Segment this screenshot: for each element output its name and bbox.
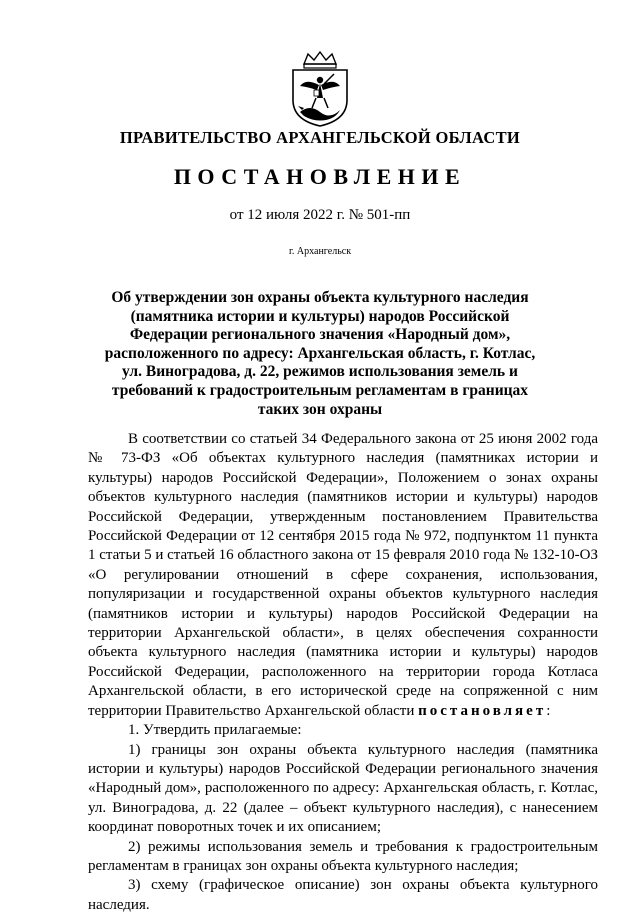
document-date-number: от 12 июля 2022 г. № 501-пп — [229, 207, 411, 223]
item-1-1-paragraph: 1) границы зон охраны объекта культурного наследия (памятника истории и культуры) народов Российской Федерации регионального значения «Народный дом», расположенного по адресу: Архангельская область, г. Котлас, ул. Виноградова, д. 22 (далее – объект культурного наследия), с нанесением координат поворотных точек и их описанием; — [88, 741, 598, 836]
document-type-title: ПОСТАНОВЛЕНИЕ — [173, 164, 467, 189]
item-1-paragraph: 1. Утвердить прилагаемые: — [128, 722, 302, 739]
item-1-3-paragraph: 3) схему (графическое описание) зон охраны объекта культурного наследия. — [88, 877, 598, 913]
resolves-colon: : — [546, 702, 551, 719]
arkhangelsk-coat-of-arms-icon — [286, 50, 354, 128]
preamble-text: В соответствии со статьей 34 Федерального закона от 25 июня 2002 года № 73-ФЗ «Об объектах культурного наследия (памятниках истории и культуры) народов Российской Федерации», Положением о зонах охраны объектов культурного наследия (памятников истории и культуры) народов Российской Федерации, утвержденным постановлением Правительства Российской Федерации от 12 сентября 2015 года № 972, подпунктом 11 пункта 1 статьи 5 и статьей 16 областного закона от 15 февраля 2010 года № 132-10-ОЗ «О регулировании отношений в сфере сохранения, использования, популяризации и государственной охраны объектов культурного наследия (памятников истории и культуры) народов Российской Федерации на территории Архангельской области», в целях обеспечения сохранности объекта культурного наследия (памятника истории и культуры) народов Российской Федерации, расположенного на территории города Котласа Архангельской области, в его исторической среде на сопряженной с ним территории Правительство Архангельской области — [88, 431, 598, 719]
document-subject-heading: Об утверждении зон охраны объекта культурного наследия (памятника истории и культуры) народов Российской Федерации регионального значения «Народный дом», расположенного по адресу: Архангельская область, г. Котлас, ул. Виноградова, д. 22, режимов использования земель и требований к градостроительным регламентам в границах таких зон охраны — [104, 289, 536, 418]
resolves-word: постановляет — [418, 702, 547, 719]
document-body — [88, 430, 598, 915]
preamble-paragraph — [88, 430, 598, 721]
item-1-2-paragraph: 2) режимы использования земель и требования к градостроительным регламентам в границах зон охраны объекта культурного наследия; — [88, 838, 598, 874]
document-city: г. Архангельск — [288, 246, 352, 257]
government-title: ПРАВИТЕЛЬСТВО АРХАНГЕЛЬСКОЙ ОБЛАСТИ — [119, 128, 521, 147]
